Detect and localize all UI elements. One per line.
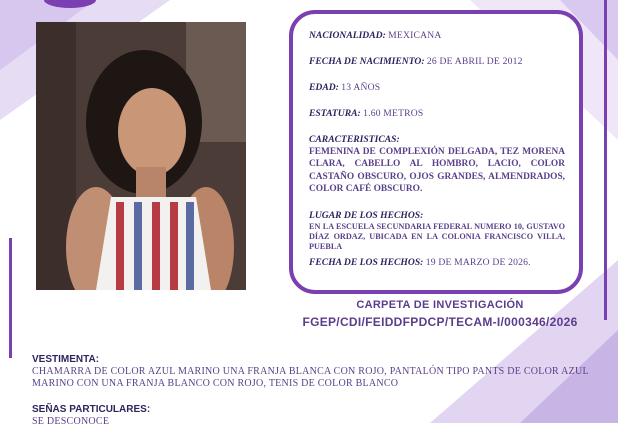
birthdate-value: 26 DE ABRIL DE 2012	[426, 56, 523, 67]
age-label: EDAD:	[309, 82, 339, 93]
marks-label: SEÑAS PARTICULARES:	[32, 404, 151, 415]
height-field	[309, 108, 565, 120]
features-value: FEMENINA DE COMPLEXIÓN DELGADA, TEZ MORENA CLARA, CABELLO AL HOMBRO, LACIO, COLOR CASTAÑO OBSCURO, OJOS GRANDES, ALMENDRADOS, COLOR CAFÉ OBSCURO.	[309, 147, 565, 195]
place-field	[309, 210, 565, 253]
nationality-field	[309, 30, 565, 42]
clothing-text: CHAMARRA DE COLOR AZUL MARINO UNA FRANJA BLANCA CON ROJO, PANTALÓN TIPO PANTS DE COLOR AZUL MARINO CON UNA FRANJA BLANCO CON ROJO, TENIS DE COLOR BLANCO	[32, 366, 589, 389]
features-label: CARACTERISTICAS:	[309, 134, 400, 145]
info-panel	[289, 10, 583, 294]
age-field	[309, 82, 565, 94]
case-file-title: CARPETA DE INVESTIGACIÓN	[356, 299, 524, 311]
height-value: 1.60 METROS	[363, 108, 424, 119]
event-date-value: 19 DE MARZO DE 2026.	[425, 256, 531, 268]
place-value: EN LA ESCUELA SECUNDARIA FEDERAL NUMERO 10, GUSTAVO DÍAZ ORDAZ, UBICADA EN LA COLONIA FRANCISCO VILLA, PUEBLA	[309, 221, 565, 252]
height-label: ESTATURA:	[309, 108, 361, 119]
nationality-value: MEXICANA	[388, 30, 442, 41]
person-photo	[36, 22, 246, 290]
event-date-label: FECHA DE LOS HECHOS:	[309, 256, 424, 268]
case-file-number: FGEP/CDI/FEIDDFPDCP/TECAM-I/000346/2026	[302, 315, 578, 329]
clothing-label: VESTIMENTA:	[32, 354, 100, 365]
age-value: 13 AÑOS	[341, 82, 381, 93]
birthdate-field	[309, 56, 565, 68]
nationality-label: NACIONALIDAD:	[309, 30, 386, 41]
features-field	[309, 134, 565, 196]
marks-text: SE DESCONOCE	[32, 416, 110, 427]
birthdate-label: FECHA DE NACIMIENTO:	[309, 56, 425, 67]
event-date-field	[309, 257, 565, 269]
place-label: LUGAR DE LOS HECHOS:	[309, 209, 424, 221]
